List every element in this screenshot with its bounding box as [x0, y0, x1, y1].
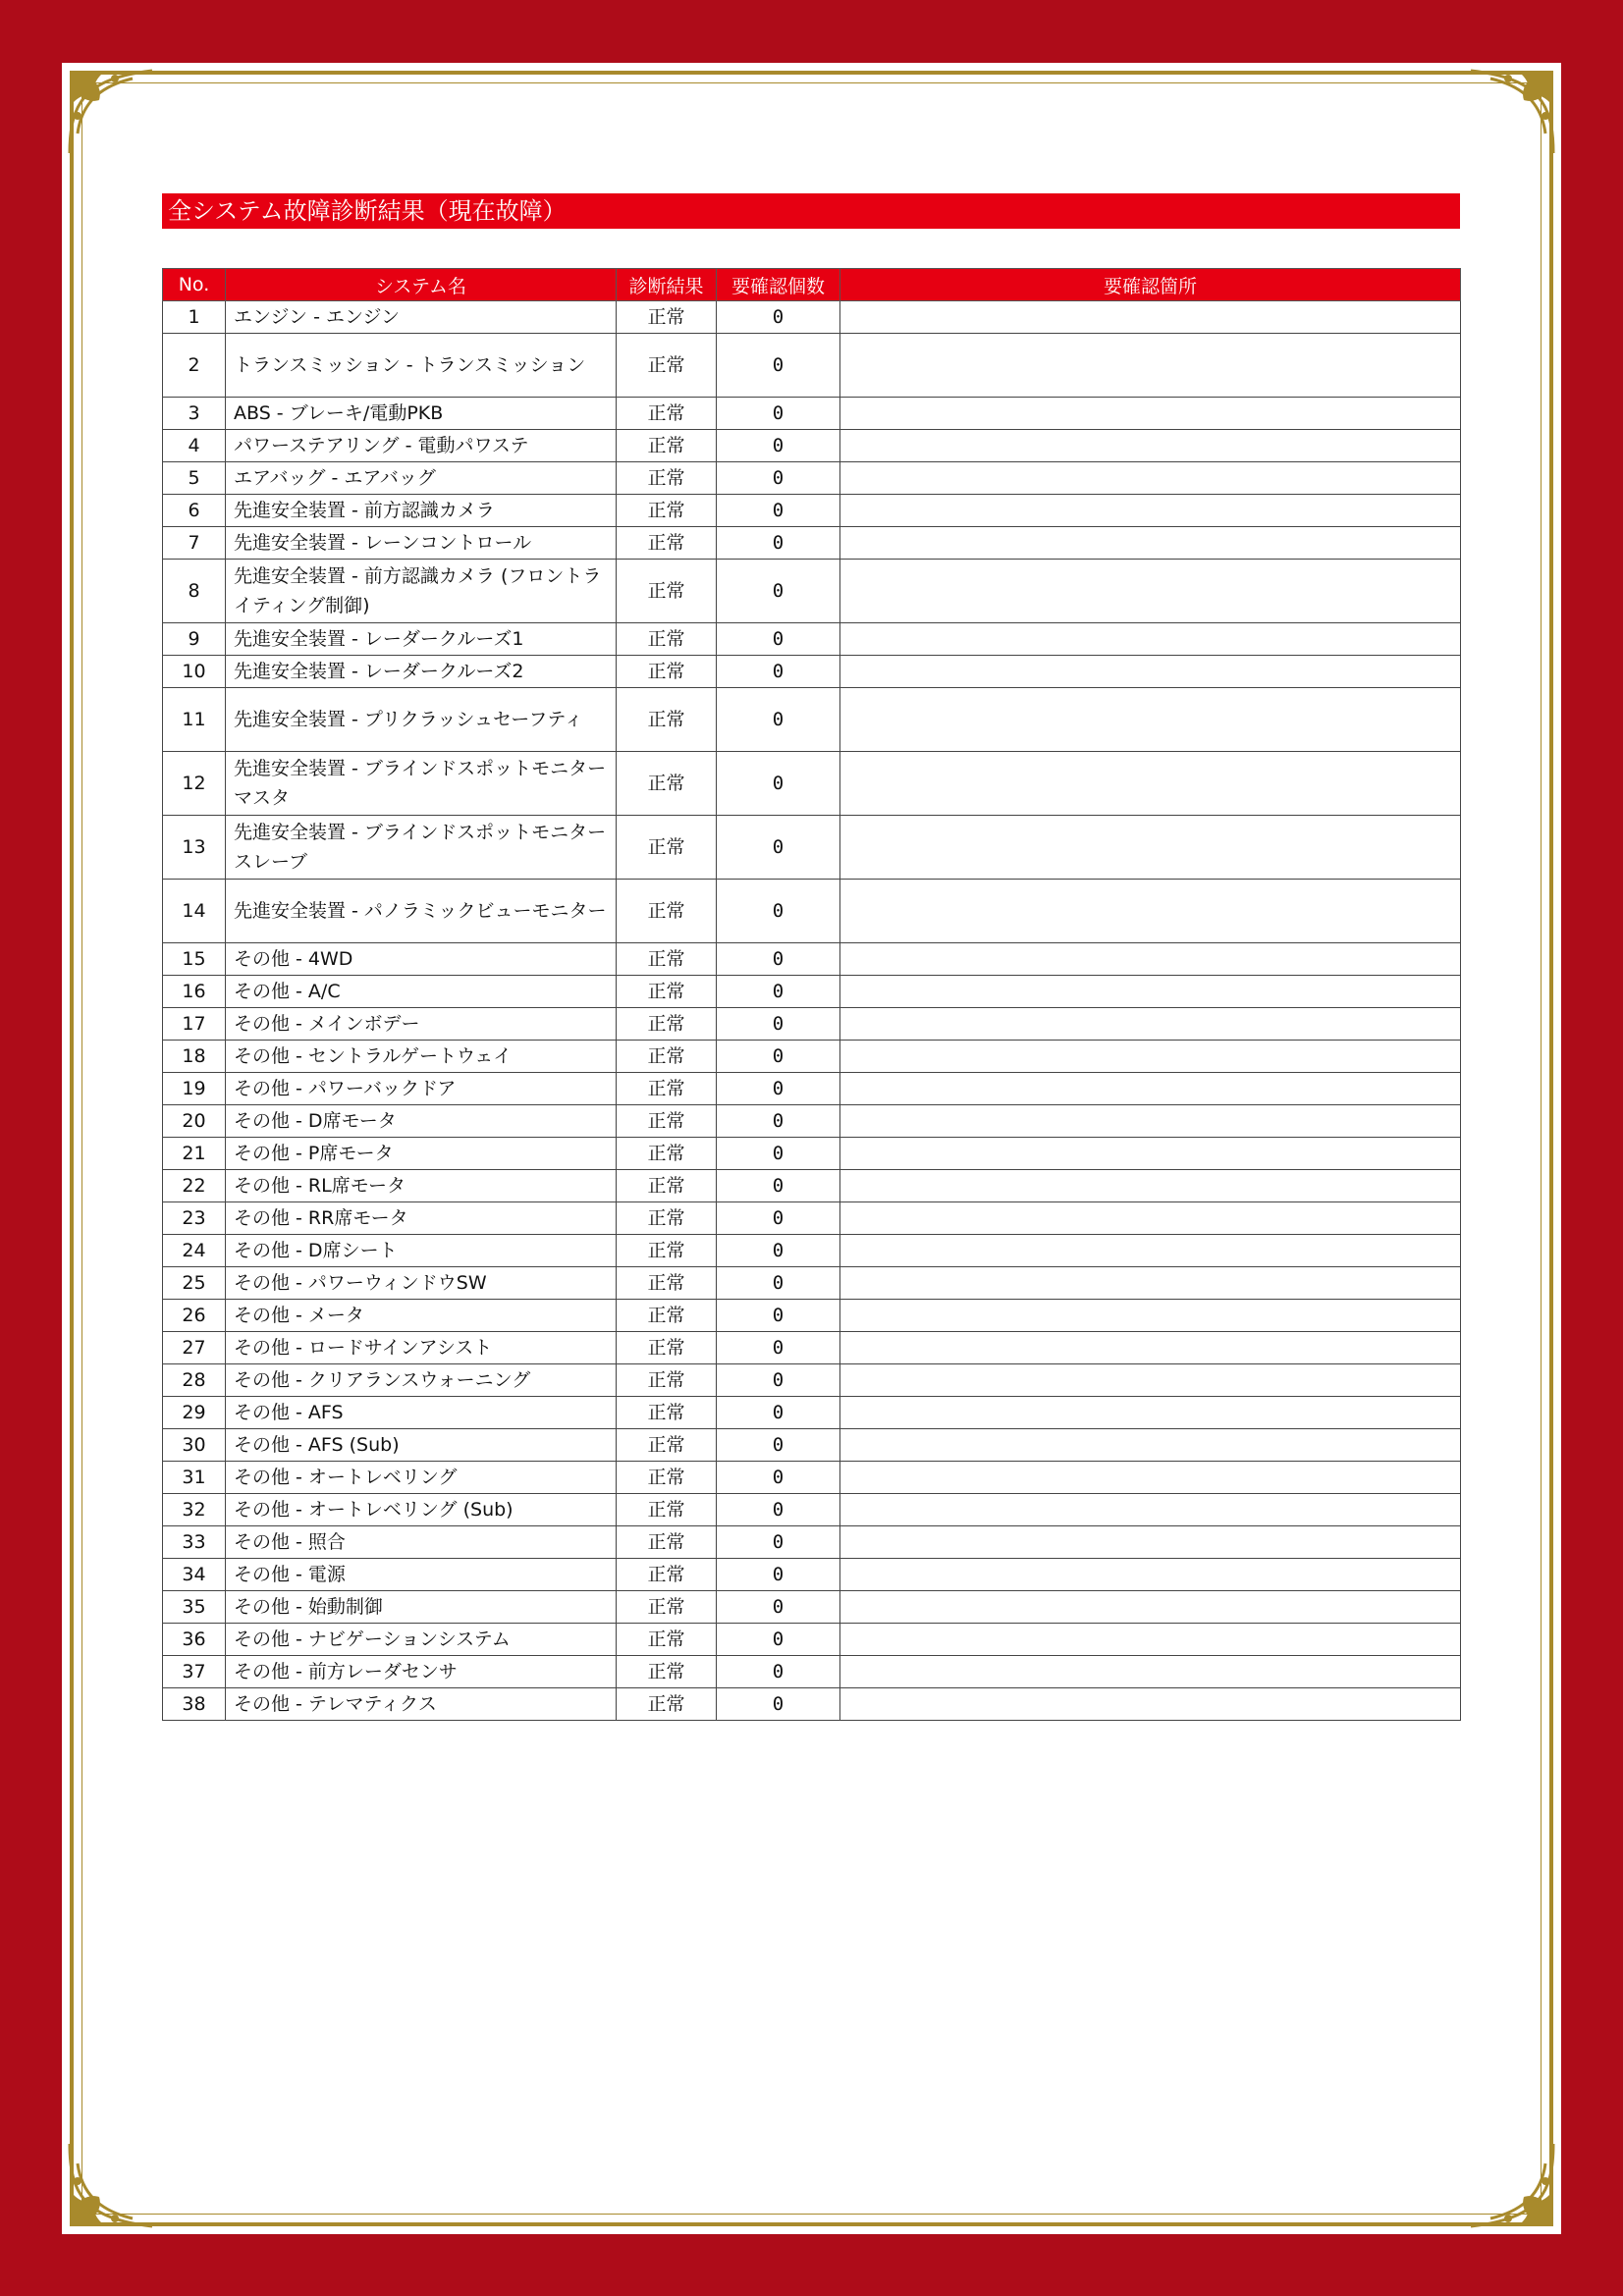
system-name: その他 - P席モータ — [226, 1138, 617, 1170]
check-location — [840, 1494, 1461, 1526]
table-row — [163, 334, 1461, 398]
column-header-result: 診断結果 — [617, 269, 717, 301]
system-name: その他 - パワーバックドア — [226, 1073, 617, 1105]
check-location — [840, 1559, 1461, 1591]
diagnosis-result: 正常 — [617, 880, 717, 943]
system-name: その他 - クリアランスウォーニング — [226, 1364, 617, 1397]
row-number: 25 — [163, 1267, 226, 1300]
check-count: 0 — [717, 1656, 840, 1688]
check-count: 0 — [717, 1624, 840, 1656]
diagnosis-result: 正常 — [617, 976, 717, 1008]
table-row — [163, 1364, 1461, 1397]
table-row — [163, 880, 1461, 943]
check-location — [840, 976, 1461, 1008]
row-number: 2 — [163, 334, 226, 398]
system-name: パワーステアリング - 電動パワステ — [226, 430, 617, 462]
table-row — [163, 1202, 1461, 1235]
diagnosis-result: 正常 — [617, 1429, 717, 1462]
table-row — [163, 1073, 1461, 1105]
system-name: エンジン - エンジン — [226, 301, 617, 334]
table-row — [163, 1591, 1461, 1624]
diagnosis-result: 正常 — [617, 1138, 717, 1170]
diagnosis-result: 正常 — [617, 495, 717, 527]
row-number: 37 — [163, 1656, 226, 1688]
table-row — [163, 1429, 1461, 1462]
system-name: エアバッグ - エアバッグ — [226, 462, 617, 495]
check-count: 0 — [717, 1170, 840, 1202]
diagnosis-result: 正常 — [617, 1462, 717, 1494]
table-row — [163, 1105, 1461, 1138]
system-name: 先進安全装置 - パノラミックビューモニター — [226, 880, 617, 943]
table-row — [163, 430, 1461, 462]
row-number: 29 — [163, 1397, 226, 1429]
row-number: 9 — [163, 623, 226, 656]
check-location — [840, 1073, 1461, 1105]
check-count: 0 — [717, 1041, 840, 1073]
table-row — [163, 1462, 1461, 1494]
row-number: 7 — [163, 527, 226, 560]
row-number: 6 — [163, 495, 226, 527]
table-row — [163, 816, 1461, 880]
system-name: 先進安全装置 - レーダークルーズ1 — [226, 623, 617, 656]
diagnosis-result: 正常 — [617, 430, 717, 462]
row-number: 12 — [163, 752, 226, 816]
check-location — [840, 1008, 1461, 1041]
table-row — [163, 1267, 1461, 1300]
check-location — [840, 1041, 1461, 1073]
system-name: 先進安全装置 - レーンコントロール — [226, 527, 617, 560]
diagnosis-result: 正常 — [617, 1656, 717, 1688]
check-count: 0 — [717, 880, 840, 943]
check-count: 0 — [717, 334, 840, 398]
system-name: その他 - パワーウィンドウSW — [226, 1267, 617, 1300]
system-name: その他 - 電源 — [226, 1559, 617, 1591]
row-number: 35 — [163, 1591, 226, 1624]
system-name: その他 - A/C — [226, 976, 617, 1008]
row-number: 26 — [163, 1300, 226, 1332]
table-row — [163, 752, 1461, 816]
check-count: 0 — [717, 301, 840, 334]
check-count: 0 — [717, 943, 840, 976]
system-name: その他 - ナビゲーションシステム — [226, 1624, 617, 1656]
system-name: その他 - ロードサインアシスト — [226, 1332, 617, 1364]
check-count: 0 — [717, 688, 840, 752]
column-header-count: 要確認個数 — [717, 269, 840, 301]
check-location — [840, 301, 1461, 334]
check-count: 0 — [717, 1462, 840, 1494]
row-number: 21 — [163, 1138, 226, 1170]
check-count: 0 — [717, 560, 840, 623]
table-row — [163, 688, 1461, 752]
diagnosis-result: 正常 — [617, 943, 717, 976]
diagnosis-result: 正常 — [617, 1559, 717, 1591]
check-location — [840, 1267, 1461, 1300]
table-row — [163, 560, 1461, 623]
check-count: 0 — [717, 1300, 840, 1332]
table-row — [163, 943, 1461, 976]
corner-ornament-icon — [64, 2138, 158, 2232]
check-count: 0 — [717, 1559, 840, 1591]
table-row — [163, 495, 1461, 527]
check-count: 0 — [717, 1332, 840, 1364]
check-location — [840, 880, 1461, 943]
system-name: その他 - オートレベリング (Sub) — [226, 1494, 617, 1526]
system-name: ABS - ブレーキ/電動PKB — [226, 398, 617, 430]
table-row — [163, 1526, 1461, 1559]
check-location — [840, 1462, 1461, 1494]
check-count: 0 — [717, 1073, 840, 1105]
system-name: その他 - AFS (Sub) — [226, 1429, 617, 1462]
diagnosis-result: 正常 — [617, 1041, 717, 1073]
row-number: 27 — [163, 1332, 226, 1364]
system-name: その他 - 前方レーダセンサ — [226, 1656, 617, 1688]
diagnosis-table — [162, 268, 1461, 1721]
diagnosis-result: 正常 — [617, 1624, 717, 1656]
check-location — [840, 1688, 1461, 1721]
row-number: 38 — [163, 1688, 226, 1721]
diagnosis-result: 正常 — [617, 398, 717, 430]
check-count: 0 — [717, 1397, 840, 1429]
diagnosis-result: 正常 — [617, 560, 717, 623]
table-row — [163, 623, 1461, 656]
check-count: 0 — [717, 495, 840, 527]
table-row — [163, 462, 1461, 495]
corner-ornament-icon — [1465, 2138, 1559, 2232]
column-header-location: 要確認箇所 — [840, 269, 1461, 301]
system-name: その他 - 照合 — [226, 1526, 617, 1559]
check-count: 0 — [717, 976, 840, 1008]
check-location — [840, 560, 1461, 623]
check-location — [840, 1624, 1461, 1656]
check-count: 0 — [717, 1138, 840, 1170]
check-location — [840, 462, 1461, 495]
check-count: 0 — [717, 398, 840, 430]
row-number: 23 — [163, 1202, 226, 1235]
check-location — [840, 943, 1461, 976]
check-count: 0 — [717, 1235, 840, 1267]
system-name: その他 - オートレベリング — [226, 1462, 617, 1494]
table-row — [163, 976, 1461, 1008]
table-row — [163, 1138, 1461, 1170]
check-count: 0 — [717, 656, 840, 688]
row-number: 3 — [163, 398, 226, 430]
system-name: トランスミッション - トランスミッション — [226, 334, 617, 398]
check-location — [840, 430, 1461, 462]
system-name: その他 - RL席モータ — [226, 1170, 617, 1202]
system-name: その他 - メインボデー — [226, 1008, 617, 1041]
check-location — [840, 1429, 1461, 1462]
diagnosis-result: 正常 — [617, 752, 717, 816]
row-number: 15 — [163, 943, 226, 976]
diagnosis-result: 正常 — [617, 462, 717, 495]
table-row — [163, 1332, 1461, 1364]
corner-ornament-icon — [64, 65, 158, 159]
diagnosis-result: 正常 — [617, 1332, 717, 1364]
row-number: 20 — [163, 1105, 226, 1138]
row-number: 8 — [163, 560, 226, 623]
diagnosis-result: 正常 — [617, 1008, 717, 1041]
diagnosis-result: 正常 — [617, 1267, 717, 1300]
diagnosis-result: 正常 — [617, 334, 717, 398]
diagnosis-result: 正常 — [617, 656, 717, 688]
system-name: その他 - D席モータ — [226, 1105, 617, 1138]
check-location — [840, 1202, 1461, 1235]
row-number: 13 — [163, 816, 226, 880]
check-location — [840, 495, 1461, 527]
system-name: 先進安全装置 - ブラインドスポットモニター スレーブ — [226, 816, 617, 880]
diagnosis-result: 正常 — [617, 1300, 717, 1332]
check-count: 0 — [717, 1526, 840, 1559]
check-count: 0 — [717, 1267, 840, 1300]
check-location — [840, 1170, 1461, 1202]
table-header-row — [163, 269, 1461, 301]
table-row — [163, 1494, 1461, 1526]
system-name: 先進安全装置 - 前方認識カメラ (フロントライティング制御) — [226, 560, 617, 623]
column-header-no: No. — [163, 269, 226, 301]
table-row — [163, 1008, 1461, 1041]
row-number: 28 — [163, 1364, 226, 1397]
diagnosis-result: 正常 — [617, 1073, 717, 1105]
table-row — [163, 527, 1461, 560]
row-number: 22 — [163, 1170, 226, 1202]
system-name: その他 - 始動制御 — [226, 1591, 617, 1624]
row-number: 34 — [163, 1559, 226, 1591]
system-name: 先進安全装置 - レーダークルーズ2 — [226, 656, 617, 688]
system-name: その他 - 4WD — [226, 943, 617, 976]
row-number: 10 — [163, 656, 226, 688]
system-name: その他 - セントラルゲートウェイ — [226, 1041, 617, 1073]
check-location — [840, 334, 1461, 398]
row-number: 4 — [163, 430, 226, 462]
row-number: 11 — [163, 688, 226, 752]
diagnosis-result: 正常 — [617, 1494, 717, 1526]
check-count: 0 — [717, 1008, 840, 1041]
check-count: 0 — [717, 1105, 840, 1138]
row-number: 36 — [163, 1624, 226, 1656]
system-name: 先進安全装置 - ブラインドスポットモニター マスタ — [226, 752, 617, 816]
check-count: 0 — [717, 1429, 840, 1462]
check-location — [840, 527, 1461, 560]
check-count: 0 — [717, 527, 840, 560]
row-number: 31 — [163, 1462, 226, 1494]
diagnosis-result: 正常 — [617, 1688, 717, 1721]
table-row — [163, 656, 1461, 688]
system-name: その他 - AFS — [226, 1397, 617, 1429]
diagnosis-result: 正常 — [617, 1105, 717, 1138]
column-header-system: システム名 — [226, 269, 617, 301]
row-number: 19 — [163, 1073, 226, 1105]
check-location — [840, 1332, 1461, 1364]
table-row — [163, 1235, 1461, 1267]
table-row — [163, 1397, 1461, 1429]
table-row — [163, 1688, 1461, 1721]
check-count: 0 — [717, 752, 840, 816]
check-location — [840, 752, 1461, 816]
row-number: 16 — [163, 976, 226, 1008]
diagnosis-result: 正常 — [617, 1591, 717, 1624]
system-name: その他 - D席シート — [226, 1235, 617, 1267]
system-name: その他 - テレマティクス — [226, 1688, 617, 1721]
system-name: 先進安全装置 - プリクラッシュセーフティ — [226, 688, 617, 752]
check-count: 0 — [717, 1364, 840, 1397]
row-number: 33 — [163, 1526, 226, 1559]
diagnosis-result: 正常 — [617, 1364, 717, 1397]
corner-ornament-icon — [1465, 65, 1559, 159]
table-row — [163, 398, 1461, 430]
diagnosis-result: 正常 — [617, 1526, 717, 1559]
row-number: 24 — [163, 1235, 226, 1267]
row-number: 1 — [163, 301, 226, 334]
check-location — [840, 1105, 1461, 1138]
row-number: 18 — [163, 1041, 226, 1073]
check-count: 0 — [717, 462, 840, 495]
section-title: 全システム故障診断結果（現在故障） — [162, 193, 1460, 229]
check-location — [840, 1591, 1461, 1624]
diagnosis-result: 正常 — [617, 301, 717, 334]
table-row — [163, 1656, 1461, 1688]
row-number: 30 — [163, 1429, 226, 1462]
diagnosis-result: 正常 — [617, 1397, 717, 1429]
check-count: 0 — [717, 1688, 840, 1721]
system-name: その他 - メータ — [226, 1300, 617, 1332]
check-location — [840, 1656, 1461, 1688]
system-name: 先進安全装置 - 前方認識カメラ — [226, 495, 617, 527]
check-location — [840, 1397, 1461, 1429]
check-location — [840, 1300, 1461, 1332]
diagnosis-result: 正常 — [617, 688, 717, 752]
check-location — [840, 1526, 1461, 1559]
row-number: 17 — [163, 1008, 226, 1041]
table-row — [163, 1624, 1461, 1656]
check-location — [840, 816, 1461, 880]
diagnosis-result: 正常 — [617, 527, 717, 560]
check-location — [840, 623, 1461, 656]
table-row — [163, 301, 1461, 334]
row-number: 5 — [163, 462, 226, 495]
diagnosis-result: 正常 — [617, 1170, 717, 1202]
check-location — [840, 1235, 1461, 1267]
check-location — [840, 398, 1461, 430]
check-count: 0 — [717, 1591, 840, 1624]
check-location — [840, 688, 1461, 752]
check-count: 0 — [717, 430, 840, 462]
diagnosis-result: 正常 — [617, 1235, 717, 1267]
check-count: 0 — [717, 623, 840, 656]
table-row — [163, 1170, 1461, 1202]
check-location — [840, 1138, 1461, 1170]
diagnosis-result: 正常 — [617, 623, 717, 656]
diagnosis-result: 正常 — [617, 816, 717, 880]
check-count: 0 — [717, 816, 840, 880]
check-location — [840, 656, 1461, 688]
table-row — [163, 1300, 1461, 1332]
check-location — [840, 1364, 1461, 1397]
table-row — [163, 1041, 1461, 1073]
row-number: 32 — [163, 1494, 226, 1526]
table-row — [163, 1559, 1461, 1591]
check-count: 0 — [717, 1202, 840, 1235]
system-name: その他 - RR席モータ — [226, 1202, 617, 1235]
diagnosis-result: 正常 — [617, 1202, 717, 1235]
check-count: 0 — [717, 1494, 840, 1526]
row-number: 14 — [163, 880, 226, 943]
